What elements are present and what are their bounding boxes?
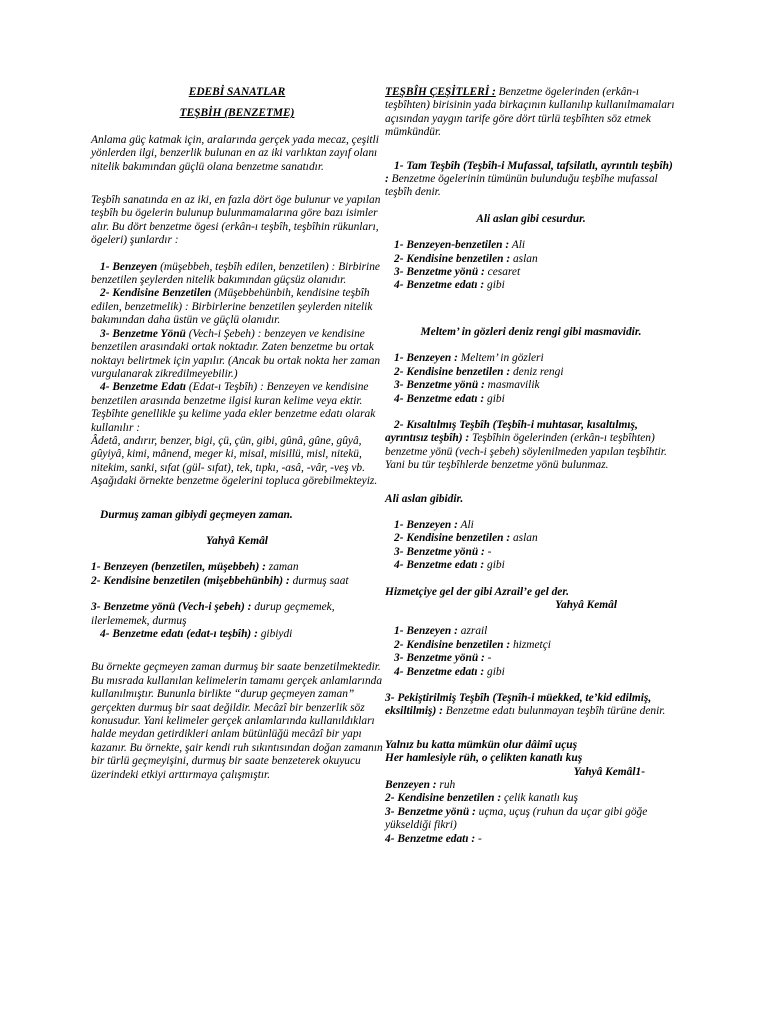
left-column — [91, 86, 383, 782]
intro-paragraph: Anlama güç katmak için, aralarında gerçek yada mecaz, çeşitli yönlerden ilgi, benzerlik bulunan en az iki varlıktan zayıf olanı nitelik bakımından güçlü olana benzetme sanatıdır. — [91, 133, 379, 173]
element-3: 3- Benzetme Yönü (Vech-i Şebeh) : benzeyen ve kendisine benzetilen arasındaki ortak noktadır. Zaten benzetme bu ortak noktayı belirtmek için yapılır. (Ancak bu ortak nokta her zaman vurgulanarak zikredilmeyebilir.) — [91, 327, 381, 380]
right-column — [385, 86, 677, 846]
element-1: 1- Benzeyen (müşebbeh, teşbîh edilen, benzetilen) : Birbirine benzetilen şeylerden nitelik bakımından güçsüz olanıdır. — [91, 260, 380, 287]
example-2-item-3: 3- Benzetme yönü : masmavilik — [394, 379, 540, 392]
section-title: TEŞBİH (BENZETME) — [179, 107, 295, 120]
example-4-sentence: Hizmetçiye gel der gibi Azrail’e gel der. — [385, 585, 570, 598]
element-2: 2- Kendisine Benzetilen (Müşebbehünbih, kendisine teşbîh edilen, benzetmelik) : Birbirlerine benzetilen şeylerden nitelik bakımından daha üstün ve güçlü olanıdır. — [91, 287, 373, 327]
example-2-sentence: Meltem’ in gözleri deniz rengi gibi masmavidir. — [420, 325, 642, 338]
elements-paragraph: Teşbîh sanatında en az iki, en fazla dört öge bulunur ve yapılan teşbîh bu ögelerin bulunup bulunmamalarına göre bazı isimler alır. Bu dört benzetme ögesi (erkân-ı teşbîh, teşbîhin rükunları, ögeleri) şunlardır : — [91, 194, 381, 247]
type-3: 3- Pekiştirilmiş Teşbîh (Teşnîh-i müekked, te’kid edilmiş, eksiltilmiş) : Benzetme edatı bulunmayan teşbîh türüne denir. — [385, 692, 666, 718]
example-sentence: Durmuş zaman gibiydi geçmeyen zaman. — [100, 508, 293, 521]
example-5-line-1: Yalnız bu katta mümkün olur dâimî uçuş — [385, 738, 578, 751]
example-2-item-2: 2- Kendisine benzetilen : deniz rengi — [394, 365, 564, 378]
example-2-item-4: 4- Benzetme edatı : gibi — [394, 392, 505, 405]
example-item-4: 4- Benzetme edatı (edat-ı teşbîh) : gibiydi — [100, 628, 293, 640]
example-item-1: 1- Benzeyen (benzetilen, müşebbeh) : zaman — [91, 561, 299, 574]
example-1-sentence: Ali aslan gibi cesurdur. — [476, 212, 586, 225]
example-1-item-2: 2- Kendisine benzetilen : aslan — [394, 252, 538, 265]
example-3-item-2: 2- Kendisine benzetilen : aslan — [394, 532, 538, 545]
example-1-item-4: 4- Benzetme edatı : gibi — [394, 279, 505, 292]
example-3-items — [385, 519, 677, 573]
example-author: Yahyâ Kemâl — [206, 534, 268, 547]
example-5-item-4: 4- Benzetme edatı : - — [385, 832, 482, 845]
example-2-items — [385, 352, 677, 406]
type-2: 2- Kısaltılmış Teşbîh (Teşbîh-i muhtasar, kısaltılmış, ayrıntısız teşbîh) : Teşbîhin ögelerinden (erkân-ı teşbîhten) benzetme yönü (vech-i şebeh) söylenilmeden yapılan teşbîhtir. Yani bu tür teşbîhlerde benzetme yönü bulunmaz. — [385, 418, 667, 472]
example-3-sentence: Ali aslan gibidir. — [385, 492, 464, 505]
example-5-item-3: 3- Benzetme yönü : uçma, uçuş (ruhun da uçar gibi göğe yükseldiği fikri) — [385, 805, 648, 832]
edat-after: Aşağıdaki örnekte benzetme ögelerini topluca görebilmekteyiz. — [91, 475, 378, 488]
example-4-item-2: 2- Kendisine benzetilen : hizmetçi — [394, 638, 551, 651]
example-3-item-4: 4- Benzetme edatı : gibi — [394, 559, 505, 572]
example-5-item-1: Benzeyen : ruh — [385, 779, 456, 792]
example-4-item-3: 3- Benzetme yönü : - — [394, 652, 492, 665]
example-5-item-2: 2- Kendisine benzetilen : çelik kanatlı kuş — [385, 792, 578, 805]
example-4-author: Yahyâ Kemâl — [555, 598, 617, 611]
example-1-item-1: 1- Benzeyen-benzetilen : Ali — [394, 239, 526, 252]
example-1-items — [385, 239, 677, 293]
example-5-author: Yahyâ Kemâl1- — [573, 765, 645, 778]
element-4: 4- Benzetme Edatı (Edat-ı Teşbîh) : Benzeyen ve kendisine benzetilen arasında benzetme ilgisi kuran kelime veya ektir. Teşbîhte genellikle şu kelime yada ekler benzetme edatı olarak kullanılır : — [91, 381, 376, 434]
main-title: EDEBİ SANATLAR — [188, 86, 286, 98]
example-item-3: 3- Benzetme yönü (Vech-i şebeh) : durup geçmemek, ilerlememek, durmuş — [91, 601, 335, 627]
example-2-item-1: 1- Benzeyen : Meltem’ in gözleri — [394, 352, 544, 365]
example-3-item-3: 3- Benzetme yönü : - — [394, 545, 492, 558]
example-item-2: 2- Kendisine benzetilen (mişebbehünbih) : durmuş saat — [91, 574, 349, 587]
example-5-line-2: Her hamlesiyle rüh, o çelikten kanatlı kuş — [385, 752, 583, 765]
explanation-paragraph: Bu örnekte geçmeyen zaman durmuş bir saate benzetilmektedir. Bu mısrada kullanılan kelimelerin tamamı gerçek anlamlarında kullanılmıştır. Bununla birlikte “durup geçmeyen zaman” gerçekten durmuş bir saat değildir. Mecâzî bir benzerlik söz konusudur. Yani kelimeler gerçek anlamlarında kullanıldıkları halde meydan getirdikleri anlam bütünlüğü mecâzî bir yapı kazanır. Bu örnekte, şair kendi ruh sıkıntısından doğan zamanın bir türlü geçmeyişini, durmuş bir saate benzeterek okuyucu üzerindeki etkiyi arttırmaya çalışmıştır. — [91, 661, 383, 781]
example-4-items — [385, 625, 677, 679]
example-4-item-4: 4- Benzetme edatı : gibi — [394, 665, 505, 678]
edat-list: Âdetâ, andırır, benzer, bigi, çü, çün, gibi, gûnâ, gûne, gûyâ, gûyiyâ, kimi, mânend, meger ki, misal, misillü, misl, nitekü, nitekim, sanki, sıfat (gül- sıfat), tek, tıpkı, -asâ, -vâr, -veş vb. — [91, 434, 365, 474]
example-1-item-3: 3- Benzetme yönü : cesaret — [394, 266, 521, 279]
example-4-item-1: 1- Benzeyen : azrail — [394, 625, 488, 638]
type-1: 1- Tam Teşbîh (Teşbîh-i Mufassal, tafsilatlı, ayrıntılı teşbîh) : Benzetme ögelerinin tümünün bulunduğu teşbîhe mufassal teşbîh denir. — [385, 159, 673, 199]
example-3-item-1: 1- Benzeyen : Ali — [394, 518, 474, 531]
types-intro: TEŞBÎH ÇEŞİTLERİ : Benzetme ögelerinden (erkân-ı teşbîhten) birisinin yada birkaçının kullanılıp kullanılmamaları açısından yaygın tarife göre dört türlü teşbîhten söz etmek mümkündür. — [385, 86, 675, 139]
